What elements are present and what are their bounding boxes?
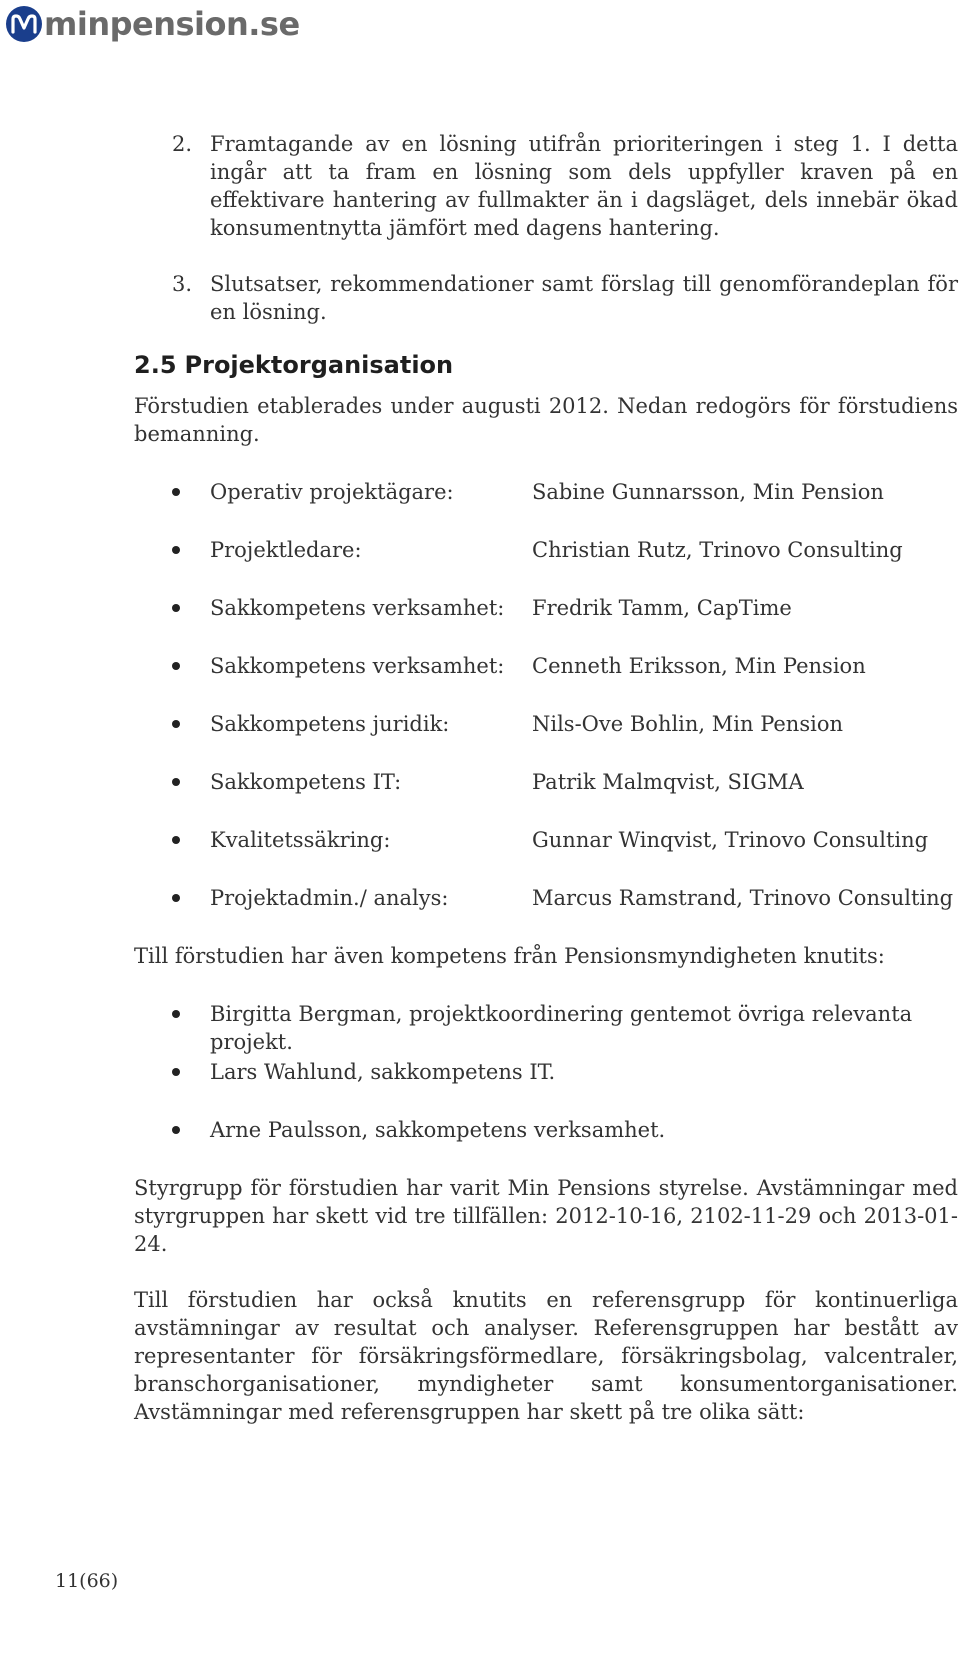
list-text: Lars Wahlund, sakkompetens IT. — [210, 1060, 556, 1084]
role-label: Kvalitetssäkring: — [210, 828, 391, 852]
section-heading — [134, 348, 958, 382]
role-person: Fredrik Tamm, CapTime — [532, 596, 792, 620]
pm-people-list — [134, 1000, 958, 1174]
role-label: Sakkompetens verksamhet: — [210, 654, 505, 678]
role-label: Operativ projektägare: — [210, 480, 454, 504]
role-label: Projektledare: — [210, 538, 362, 562]
logo — [6, 4, 300, 44]
page-number: 11(66) — [55, 1570, 119, 1592]
list-text: Framtagande av en lösning utifrån prioriteringen i steg 1. I detta ingår att ta fram en lösning som dels uppfyller kraven på en effektivare hantering av fullmakter än i dagsläget, dels innebär ökad konsumentnytta jämfört med dagens hantering. — [210, 132, 958, 240]
role-row — [134, 884, 958, 942]
role-row — [134, 652, 958, 710]
logo-m-icon — [6, 6, 42, 42]
list-text: Arne Paulsson, sakkompetens verksamhet. — [210, 1118, 666, 1142]
list-item — [134, 270, 958, 326]
steering-group-paragraph: Styrgrupp för förstudien har varit Min Pensions styrelse. Avstämningar med styrgruppen har skett vid tre tillfällen: 2012-10-16, 2102-11-29 och 2013-01-24. — [134, 1176, 958, 1256]
bullet-icon — [172, 894, 180, 902]
role-label: Sakkompetens juridik: — [210, 712, 450, 736]
list-item — [134, 1116, 958, 1174]
role-row — [134, 478, 958, 536]
role-person: Marcus Ramstrand, Trinovo Consulting — [532, 886, 954, 910]
role-row — [134, 826, 958, 884]
role-row — [134, 710, 958, 768]
list-text: Slutsatser, rekommendationer samt förslag till genomförandeplan för en lösning. — [210, 272, 958, 324]
bullet-icon — [172, 1126, 180, 1134]
role-person: Patrik Malmqvist, SIGMA — [532, 770, 804, 794]
page-content — [134, 130, 958, 1454]
bullet-icon — [172, 1010, 180, 1018]
list-item — [134, 130, 958, 242]
role-person: Nils-Ove Bohlin, Min Pension — [532, 712, 843, 736]
list-item — [134, 1058, 958, 1116]
section-title: Projektorganisation — [184, 351, 454, 379]
bullet-icon — [172, 778, 180, 786]
list-text: Birgitta Bergman, projektkoordinering gentemot övriga relevanta projekt. — [210, 1002, 913, 1054]
bullet-icon — [172, 836, 180, 844]
logo-text: minpension.se — [44, 5, 300, 43]
role-label: Projektadmin./ analys: — [210, 886, 449, 910]
role-row — [134, 768, 958, 826]
role-person: Gunnar Winqvist, Trinovo Consulting — [532, 828, 929, 852]
role-person: Christian Rutz, Trinovo Consulting — [532, 538, 903, 562]
bullet-icon — [172, 1068, 180, 1076]
intro-paragraph: Förstudien etablerades under augusti 2012. Nedan redogörs för förstudiens bemanning. — [134, 394, 958, 446]
pensionsmyndigheten-intro: Till förstudien har även kompetens från Pensionsmyndigheten knutits: — [134, 944, 885, 968]
role-list — [134, 478, 958, 942]
bullet-icon — [172, 662, 180, 670]
bullet-icon — [172, 546, 180, 554]
reference-group-paragraph: Till förstudien har också knutits en referensgrupp för kontinuerliga avstämningar av resultat och analyser. Referensgruppen har bestått av representanter för försäkringsförmedlare, försäkringsbolag, valcentraler, branschorganisationer, myndigheter samt konsumentorganisationer. Avstämningar med referensgruppen har skett på tre olika sätt: — [134, 1288, 958, 1424]
numbered-list — [134, 130, 958, 326]
bullet-icon — [172, 720, 180, 728]
role-label: Sakkompetens IT: — [210, 770, 402, 794]
role-label: Sakkompetens verksamhet: — [210, 596, 505, 620]
role-person: Cenneth Eriksson, Min Pension — [532, 654, 866, 678]
list-number: 2. — [172, 132, 193, 156]
bullet-icon — [172, 604, 180, 612]
role-person: Sabine Gunnarsson, Min Pension — [532, 480, 884, 504]
bullet-icon — [172, 488, 180, 496]
role-row — [134, 536, 958, 594]
list-number: 3. — [172, 272, 193, 296]
list-item — [134, 1000, 958, 1058]
role-row — [134, 594, 958, 652]
section-number: 2.5 — [134, 351, 177, 379]
